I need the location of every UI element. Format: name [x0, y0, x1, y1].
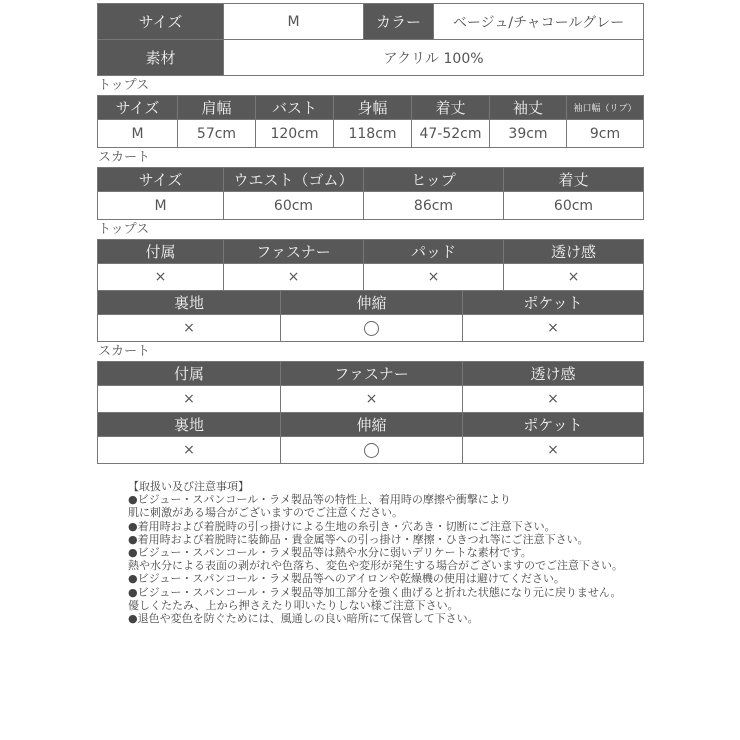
skirt-features-table-1: [97, 361, 644, 413]
cell: 86cm: [364, 192, 504, 220]
header-cell: ウエスト（ゴム）: [224, 168, 364, 192]
cross-mark: ×: [98, 386, 281, 413]
cell: M: [98, 120, 178, 148]
header-cell: 伸縮: [281, 413, 463, 437]
header-cell: 裏地: [98, 291, 281, 315]
size-value: M: [224, 4, 364, 40]
header-cell: 付属: [98, 362, 281, 386]
care-note-line: 肌に刺激がある場合がございますのでご注意ください。: [128, 506, 403, 520]
cross-mark: ×: [463, 386, 644, 413]
header-cell: ポケット: [463, 291, 644, 315]
table-row: [98, 437, 644, 464]
care-note-line: ●退色や変色を防ぐためには、風通しの良い暗所にて保管して下さい。: [128, 612, 479, 626]
cell: 9cm: [567, 120, 644, 148]
header-cell: ファスナー: [224, 240, 364, 264]
cell: 60cm: [504, 192, 644, 220]
care-notes-title: 【取扱い及び注意事項】: [128, 480, 249, 493]
care-note-line: 熱や水分による表面の剥がれや色落ち、変色や変形が発生する場合がございますのでご注意下さい。: [128, 559, 623, 573]
header-cell: 袖丈: [490, 96, 567, 120]
care-notes: [128, 480, 648, 625]
table-row: [98, 264, 644, 291]
table-header-row: [98, 413, 644, 437]
skirt-features-section-label: スカート: [98, 344, 151, 359]
table-row: [98, 315, 644, 342]
size-label: サイズ: [98, 4, 224, 40]
header-cell: 袖口幅（リブ）: [567, 96, 644, 120]
material-label: 素材: [98, 40, 224, 76]
color-value: ベージュ/チャコールグレー: [434, 4, 644, 40]
skirt-features-table-2: [97, 412, 644, 464]
cross-mark: ×: [281, 386, 463, 413]
header-cell: ヒップ: [364, 168, 504, 192]
cross-mark: ×: [463, 437, 644, 464]
header-cell: 伸縮: [281, 291, 463, 315]
table-header-row: [98, 291, 644, 315]
table-header-row: [98, 362, 644, 386]
header-cell: サイズ: [98, 96, 178, 120]
tops-features-table-1: [97, 239, 644, 291]
header-cell: 肩幅: [178, 96, 256, 120]
circle-mark: [281, 315, 463, 342]
cell: 120cm: [256, 120, 334, 148]
header-cell: バスト: [256, 96, 334, 120]
header-cell: 透け感: [504, 240, 644, 264]
cross-mark: ×: [364, 264, 504, 291]
header-cell: パッド: [364, 240, 504, 264]
header-cell: 着丈: [412, 96, 490, 120]
skirt-size-section-label: スカート: [98, 150, 151, 165]
info-table: [97, 3, 644, 76]
cross-mark: ×: [224, 264, 364, 291]
skirt-size-table: [97, 167, 644, 220]
care-note-line: ●着用時および着脱時に装飾品・貴金属等への引っ掛け・摩擦・ひきつれ等にご注意下さい。: [128, 532, 589, 546]
cross-mark: ×: [463, 315, 644, 342]
header-cell: ファスナー: [281, 362, 463, 386]
cell: M: [98, 192, 224, 220]
tops-features-table-2: [97, 290, 644, 342]
cell: 60cm: [224, 192, 364, 220]
cross-mark: ×: [98, 315, 281, 342]
header-cell: サイズ: [98, 168, 224, 192]
table-row: [98, 120, 644, 148]
material-value: アクリル 100%: [224, 40, 644, 76]
cell: 47-52cm: [412, 120, 490, 148]
header-cell: 透け感: [463, 362, 644, 386]
care-note-line: ●着用時および着脱時の引っ掛けによる生地の糸引き・穴あき・切断にご注意下さい。: [128, 519, 556, 533]
header-cell: 裏地: [98, 413, 281, 437]
cell: 118cm: [334, 120, 412, 148]
care-note-line: 優しくたたみ、上から押さえたり叩いたりしない様ご注意下さい。: [128, 598, 459, 612]
cross-mark: ×: [504, 264, 644, 291]
table-header-row: [98, 240, 644, 264]
care-note-line: ●ビジュー・スパンコール・ラメ製品等は熱や水分に弱いデリケートな素材です。: [128, 546, 532, 560]
cell: 57cm: [178, 120, 256, 148]
tops-size-section-label: トップス: [98, 78, 150, 93]
product-spec-sheet: [97, 3, 643, 464]
care-note-line: ●ビジュー・スパンコール・ラメ製品等加工部分を強く曲げると折れた状態になり元に戻りません。: [128, 585, 622, 599]
circle-mark: [281, 437, 463, 464]
care-note-line: ●ビジュー・スパンコール・ラメ製品等の特性上、着用時の摩擦や衝撃により: [128, 493, 511, 507]
table-row: [98, 192, 644, 220]
cell: 39cm: [490, 120, 567, 148]
header-cell: 着丈: [504, 168, 644, 192]
color-label: カラー: [364, 4, 434, 40]
table-row: [98, 386, 644, 413]
table-header-row: [98, 96, 644, 120]
table-header-row: [98, 168, 644, 192]
header-cell: 付属: [98, 240, 224, 264]
tops-size-table: [97, 95, 644, 148]
cross-mark: ×: [98, 437, 281, 464]
tops-features-section-label: トップス: [98, 222, 150, 237]
header-cell: 身幅: [334, 96, 412, 120]
circle-icon: [364, 321, 379, 336]
circle-icon: [364, 443, 379, 458]
header-cell: ポケット: [463, 413, 644, 437]
cross-mark: ×: [98, 264, 224, 291]
care-note-line: ●ビジュー・スパンコール・ラメ製品等へのアイロンや乾燥機の使用は避けてください。: [128, 572, 565, 586]
